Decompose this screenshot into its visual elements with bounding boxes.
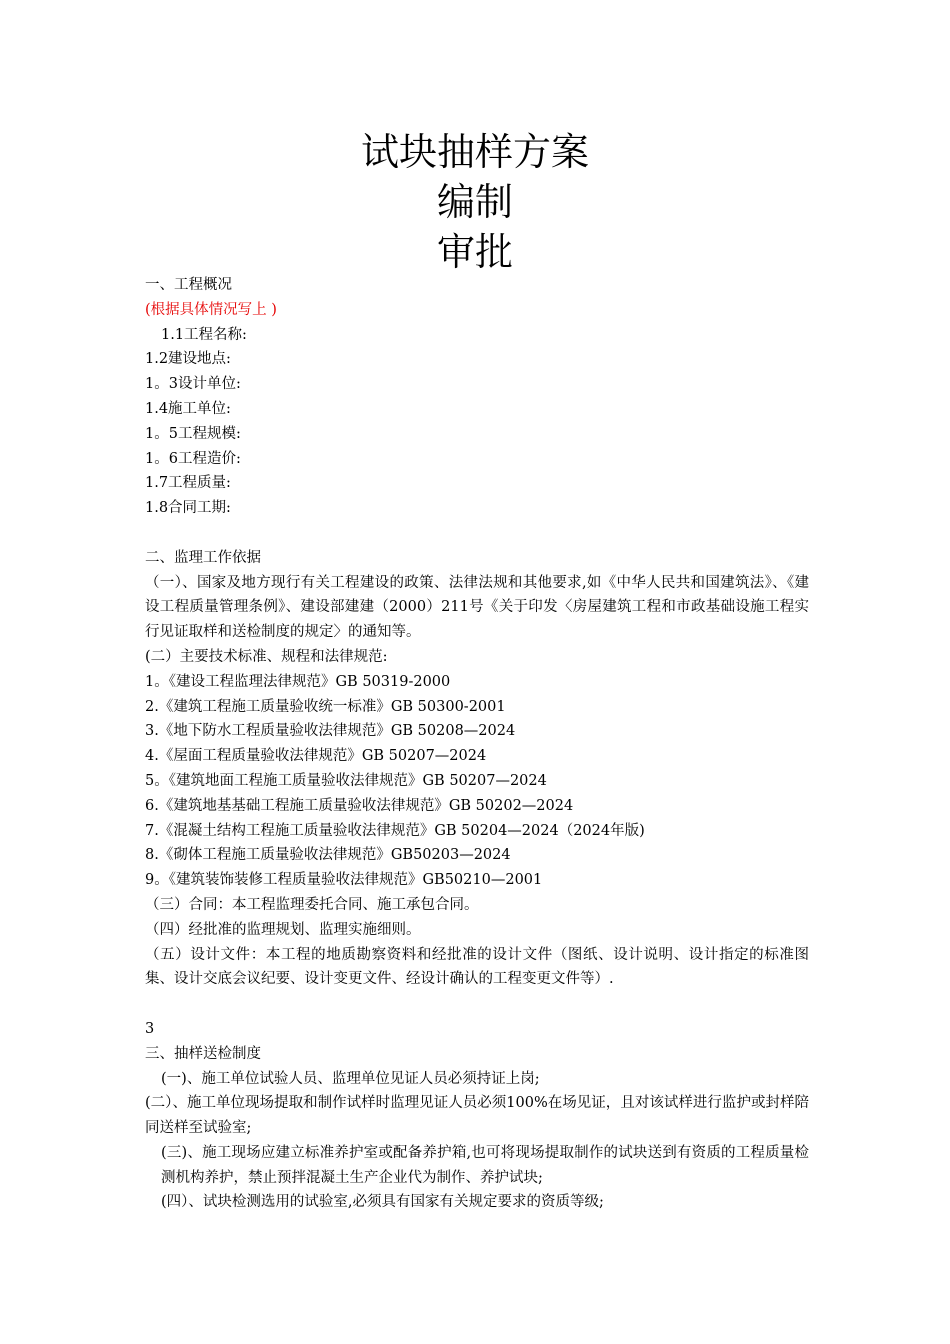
standard-item: 2.《建筑工程施工质量验收统一标准》GB 50300-2001 (145, 698, 506, 715)
basis-paragraph-4: （四）经批准的监理规划、监理实施细则。 (145, 921, 421, 938)
section1-note: (根据具体情况写上 ) (145, 301, 277, 318)
basis-paragraph-1: （一）、国家及地方现行有关工程建设的政策、法律法规和其他要求,如《中华人民共和国建筑法》、《建设工程质量管理条例》、建设部建建（2000）211号《关于印发〈房屋建筑工程和市政基础设施工程实行见证取样和送检制度的规定〉的通知等。 (145, 574, 809, 641)
standard-item: 6.《建筑地基基础工程施工质量验收法律规范》GB 50202—2024 (145, 797, 574, 814)
basis-paragraph-5: （五）设计文件：本工程的地质勘察资料和经批准的设计文件（图纸、设计说明、设计指定的标准图集、设计交底会议纪要、设计变更文件、经设计确认的工程变更文件等）. (145, 946, 809, 988)
overview-item: 1.8合同工期: (145, 500, 231, 517)
overview-item: 1。3设计单位: (145, 376, 241, 393)
standard-item: 4.《屋面工程质量验收法律规范》GB 50207—2024 (145, 748, 487, 765)
standard-item: 3.《地下防水工程质量验收法律规范》GB 50208—2024 (145, 723, 516, 740)
document-title: 试块抽样方案 (360, 130, 589, 174)
standard-item: 7.《混凝土结构工程施工质量验收法律规范》GB 50204—2024（2024年版) (145, 822, 645, 839)
section2-heading: 二、监理工作依据 (145, 549, 261, 566)
standard-item: 1。《建设工程监理法律规范》GB 50319-2000 (145, 673, 451, 690)
spacer (145, 992, 809, 1017)
overview-item: 1。6工程造价: (145, 450, 241, 467)
section1-heading: 一、工程概况 (145, 277, 232, 293)
spacer (145, 521, 809, 546)
overview-item: 1。5工程规模: (145, 425, 241, 442)
compile-label: 编制 (436, 180, 513, 224)
sampling-paragraph-2: (二）、施工单位现场提取和制作试样时监理见证人员必须100%在场见证，且对该试样进行监护或封样陪同送样至试验室; (145, 1095, 809, 1137)
page-number: 3 (145, 1020, 155, 1037)
sampling-paragraph-3: (三)、施工现场应建立标准养护室或配备养护箱,也可将现场提取制作的试块送到有资质的工程质量检测机构养护，禁止预拌混凝土生产企业代为制作、养护试块; (161, 1144, 809, 1186)
overview-item: 1.2建设地点: (145, 351, 231, 368)
basis-paragraph-3: （三）合同：本工程监理委托合同、施工承包合同。 (145, 896, 479, 913)
sampling-paragraph-1: (一)、施工单位试验人员、监理单位见证人员必须持证上岗; (161, 1070, 540, 1087)
document-body (145, 273, 809, 1215)
title-block (0, 127, 950, 277)
overview-item: 1.4施工单位: (145, 400, 231, 417)
standard-item: 5。《建筑地面工程施工质量验收法律规范》GB 50207—2024 (145, 772, 547, 789)
standard-item: 9。《建筑装饰装修工程质量验收法律规范》GB50210—2001 (145, 872, 543, 889)
sampling-paragraph-4: (四）、试块检测选用的试验室,必须具有国家有关规定要求的资质等级; (161, 1194, 604, 1211)
section3-heading: 三、抽样送检制度 (145, 1045, 261, 1062)
overview-item: 1.7工程质量: (145, 475, 231, 492)
overview-item: 1.1工程名称: (161, 326, 247, 343)
standard-item: 8.《砌体工程施工质量验收法律规范》GB50203—2024 (145, 847, 511, 864)
approve-label: 审批 (436, 230, 513, 274)
basis-paragraph-2: (二）主要技术标准、规程和法律规范: (145, 648, 388, 665)
